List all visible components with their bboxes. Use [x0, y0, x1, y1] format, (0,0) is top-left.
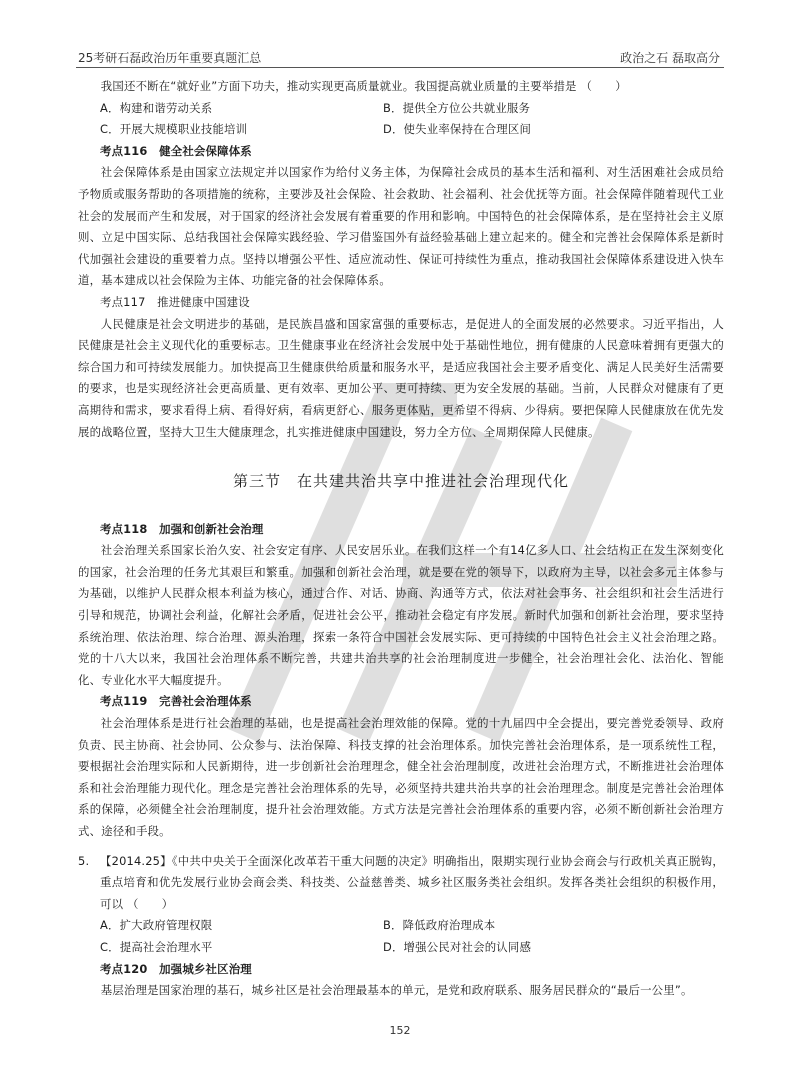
question-5-options: [100, 915, 724, 958]
question-options: [100, 98, 724, 141]
section-title: 第三节 在共建共治共享中推进社会治理现代化: [232, 472, 569, 491]
question-5: [78, 851, 724, 916]
option-d: D．使失业率保持在合理区间: [383, 122, 532, 137]
question-stem: 我国还不断在“就好业”方面下功夫，推动实现更高质量就业。我国提高就业质量的主要举措是 （ ）: [100, 79, 627, 93]
question-5-stem: 【2014.25】《中共中央关于全面深化改革若干重大问题的决定》明确指出，限期实现行业协会商会与行政机关真正脱钩，重点培育和优先发展行业协会商会类、科技类、公益慈善类、城乡社区服务类社会组织。发挥各类社会组织的积极作用，可以 （ ）: [100, 853, 724, 911]
option-c: C．提高社会治理水平: [100, 939, 213, 954]
option-d: D．增强公民对社会的认同感: [383, 939, 532, 954]
question-number: 5.: [78, 853, 90, 868]
header-divider: [76, 67, 724, 68]
kaodian-120-title: 考点120 加强城乡社区治理: [100, 961, 252, 976]
option-a: A．扩大政府管理权限: [100, 918, 213, 933]
kaodian-119-text: 社会治理体系是进行社会治理的基础，也是提高社会治理效能的保障。党的十九届四中全会提出，要完善党委领导、政府负责、民主协商、社会协同、公众参与、法治保障、科技支撑的社会治理体系。加快完善社会治理体系，是一项系统性工程，要根据社会治理实际和人民新期待，进一步创新社会治理理念，健全社会治理制度，改进社会治理方式，不断推进社会治理体系和社会治理能力现代化。理念是完善社会治理体系的先导，必须坚持共建共治共享的社会治理理念。制度是完善社会治理体系的保障，必须健全社会治理制度，提升社会治理效能。方式方法是完善社会治理体系的重要内容，必须不断创新社会治理方式、途径和手段。: [78, 716, 724, 838]
option-a: A．构建和谐劳动关系: [100, 100, 213, 115]
kaodian-120-text: 基层治理是国家治理的基石，城乡社区是社会治理最基本的单元，是党和政府联系、服务居民群众的“最后一公里”。: [100, 983, 693, 998]
option-c: C．开展大规模职业技能培训: [100, 122, 248, 137]
option-b: B．提供全方位公共就业服务: [383, 100, 531, 115]
kaodian-116-text: 社会保障体系是由国家立法规定并以国家作为给付义务主体，为保障社会成员的基本生活和福利、对生活困难社会成员给予物质或服务帮助的各项措施的统称，主要涉及社会保险、社会救助、社会福利、社会优抚等方面。社会保障伴随着现代工业社会的发展而产生和发展，对于国家的经济社会发展有着重要的作用和影响。中国特色的社会保障体系，是在坚持社会主义原则、立足中国实际、总结我国社会保障实践经验、学习借鉴国外有益经验基础上建立起来的。健全和完善社会保障体系是新时代加强社会建设的重要着力点。坚持以增强公平性、适应流动性、保证可持续性为重点，推动我国社会保障体系建设进入快车道，基本建成以社会保险为主体、功能完备的社会保障体系。: [78, 165, 724, 288]
page-number: 152: [389, 1024, 411, 1037]
kaodian-119-title: 考点119 完善社会治理体系: [100, 694, 252, 709]
option-b: B．降低政府治理成本: [383, 918, 496, 933]
page-content: [78, 76, 724, 1002]
kaodian-118-title: 考点118 加强和创新社会治理: [100, 521, 264, 536]
kaodian-117-title: 考点117 推进健康中国建设: [100, 294, 250, 309]
kaodian-118-text: 社会治理关系国家长治久安、社会安定有序、人民安居乐业。在我们这样一个有14亿多人口、社会结构正在发生深刻变化的国家，社会治理的任务尤其艰巨和繁重。加强和创新社会治理，就是要在党的领导下，以政府为主导，以社会多元主体参与为基础，以维护人民群众根本利益为核心，通过合作、对话、协商、沟通等方式，依法对社会事务、社会组织和社会生活进行引导和规范，协调社会利益，化解社会矛盾，促进社会公平，推动社会稳定有序发展。新时代加强和创新社会治理，要求坚持系统治理、依法治理、综合治理、源头治理，探索一条符合中国社会发展实际、更可持续的中国特色社会主义社会治理之路。党的十八大以来，我国社会治理体系不断完善，共建共治共享的社会治理制度进一步健全，社会治理社会化、法治化、智能化、专业化水平大幅度提升。: [78, 543, 724, 687]
header-title: 25考研石磊政治历年重要真题汇总: [78, 51, 262, 65]
kaodian-117-text: 人民健康是社会文明进步的基础，是民族昌盛和国家富强的重要标志，是促进人的全面发展的必然要求。习近平指出，人民健康是社会主义现代化的重要标志。卫生健康事业在经济社会发展中处于基础性地位，拥有健康的人民意味着拥有更强大的综合国力和可持续发展能力。加快提高卫生健康供给质量和服务水平，是适应我国社会主要矛盾变化、满足人民美好生活需要的要求，也是实现经济社会更高质量、更有效率、更加公平、更可持续、更为安全发展的基础。当前，人民群众对健康有了更高期待和需求，要求看得上病、看得好病，看病更舒心、服务更体贴，更希望不得病、少得病。要把保障人民健康放在优先发展的战略位置，坚持大卫生大健康理念，扎实推进健康中国建设，努力全方位、全周期保障人民健康。: [78, 316, 724, 439]
header-slogan: 政治之石 磊取高分: [620, 51, 720, 65]
kaodian-116-title: 考点116 健全社会保障体系: [100, 143, 252, 158]
